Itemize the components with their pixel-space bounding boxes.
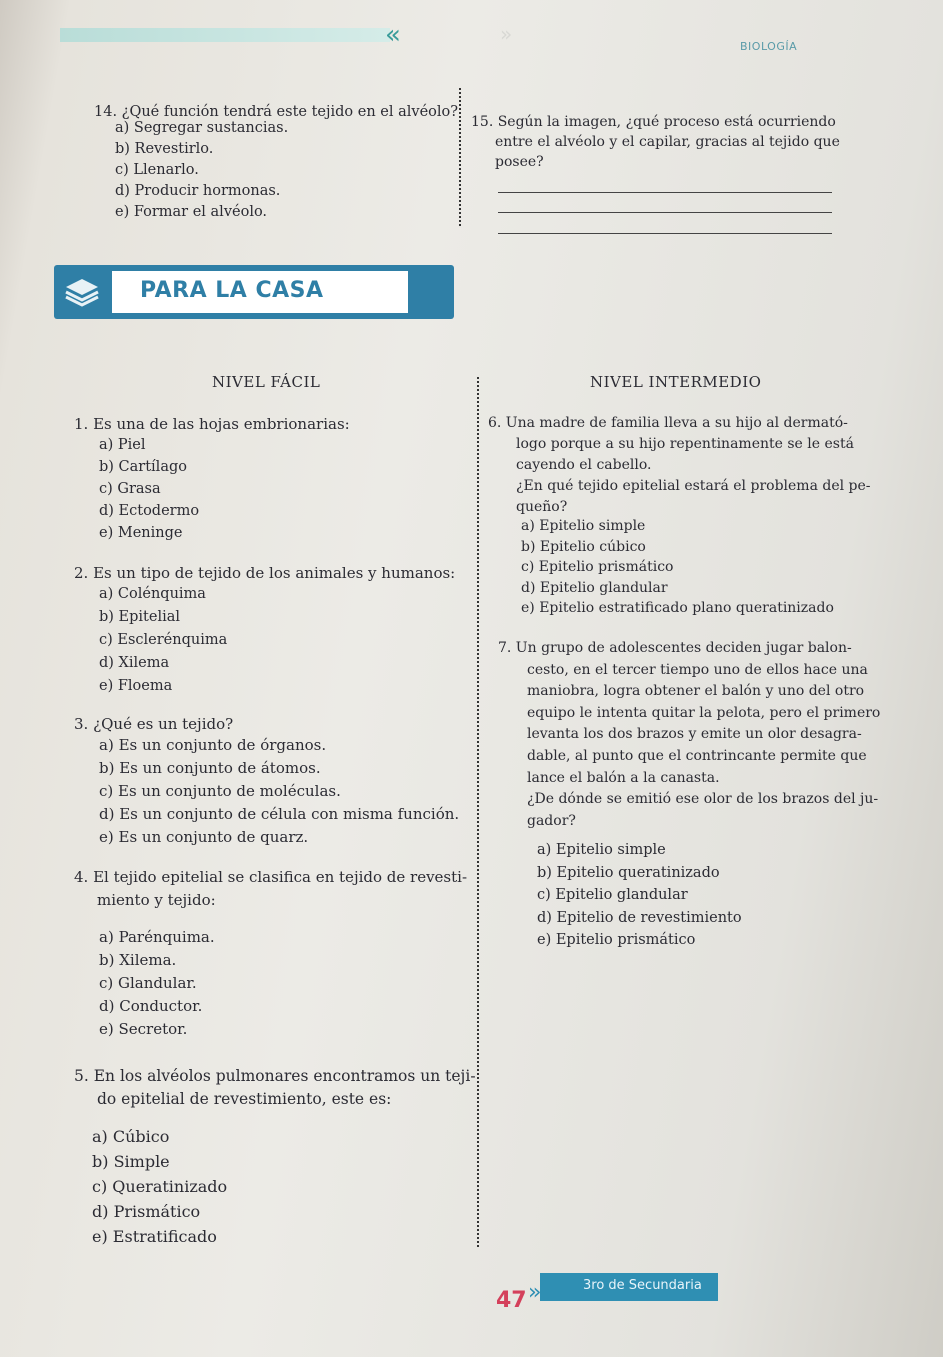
section-title: PARA LA CASA — [140, 278, 324, 303]
option: d) Producir hormonas. — [115, 183, 281, 199]
answer-line[interactable] — [498, 233, 832, 234]
question-6: 6. Una madre de familia lleva a su hijo al dermató- logo porque a su hijo repentinamente se le está cayendo el cabello. ¿En qué tejido epitelial estará el problema del pe- queño? — [488, 415, 871, 515]
option: b) Cartílago — [99, 459, 187, 475]
level-intermediate-heading: NIVEL INTERMEDIO — [590, 373, 762, 391]
header-bar — [60, 28, 390, 42]
option: a) Parénquima. — [99, 928, 215, 946]
question-7: 7. Un grupo de adolescentes deciden jugar balon- cesto, en el tercer tiempo uno de ellos hace una maniobra, logra obtener el balón y uno del otro equipo le intenta quitar la pelota, pero el primero levanta los dos brazos y emite un olor desagra- dable, al punto que el contrincante permite que lance el balón a la canasta. ¿De dónde se emitió ese olor de los brazos del ju- gador? — [498, 640, 881, 829]
option: a) Colénquima — [99, 586, 206, 602]
level-easy-heading: NIVEL FÁCIL — [212, 373, 321, 391]
option: d) Ectodermo — [99, 503, 200, 519]
option: d) Epitelio de revestimiento — [537, 909, 742, 926]
stacked-layers-icon — [64, 277, 100, 307]
option: d) Conductor. — [99, 997, 203, 1015]
subject-label: BIOLOGÍA — [740, 40, 798, 53]
question-7-options — [537, 839, 742, 952]
option: e) Formar el alvéolo. — [115, 204, 268, 220]
question-5-options — [92, 1124, 227, 1249]
option: c) Epitelio prismático — [521, 559, 674, 575]
option: a) Epitelio simple — [537, 842, 666, 858]
option: a) Es un conjunto de órganos. — [99, 736, 327, 754]
option: e) Floema — [99, 678, 173, 694]
header-chevron-icon: « — [385, 20, 401, 50]
option: c) Glandular. — [99, 974, 197, 992]
question-6-options — [521, 516, 834, 619]
column-divider — [477, 377, 479, 1247]
question-5: 5. En los alvéolos pulmonares encontramos un teji- do epitelial de revestimiento, este es: — [74, 1067, 476, 1108]
footer-chevron-icon: » — [528, 1280, 542, 1305]
option: e) Epitelio prismático — [537, 932, 696, 948]
header-faded-chevron-icon: » — [500, 22, 513, 46]
question-15: 15. Según la imagen, ¿qué proceso está ocurriendo entre el alvéolo y el capilar, gracias al tejido que posee? — [471, 114, 840, 170]
option: a) Epitelio simple — [521, 518, 646, 534]
question-1-options — [99, 434, 199, 544]
option: c) Grasa — [99, 481, 161, 497]
column-divider — [459, 88, 461, 226]
option: e) Estratificado — [92, 1227, 217, 1246]
question-3: 3. ¿Qué es un tejido? — [74, 715, 234, 733]
option: c) Esclerénquima — [99, 632, 228, 648]
page-number: 47 — [496, 1288, 527, 1313]
answer-line[interactable] — [498, 212, 832, 213]
option: d) Prismático — [92, 1202, 201, 1221]
option: c) Llenarlo. — [115, 162, 199, 178]
question-2: 2. Es un tipo de tejido de los animales y humanos: — [74, 564, 456, 582]
question-14-options — [115, 118, 288, 223]
question-3-options — [99, 734, 459, 849]
option: e) Es un conjunto de quarz. — [99, 828, 309, 846]
option: b) Epitelio queratinizado — [537, 864, 720, 881]
option: d) Xilema — [99, 655, 170, 671]
option: c) Epitelio glandular — [537, 887, 688, 903]
grade-label: 3ro de Secundaria — [583, 1278, 702, 1293]
answer-line[interactable] — [498, 192, 832, 193]
option: b) Epitelial — [99, 609, 181, 625]
option: b) Epitelio cúbico — [521, 538, 646, 555]
option: c) Es un conjunto de moléculas. — [99, 782, 341, 800]
section-banner — [54, 265, 454, 319]
option: e) Epitelio estratificado plano queratinizado — [521, 600, 834, 616]
question-2-options — [99, 583, 227, 698]
option: e) Secretor. — [99, 1020, 188, 1038]
option: b) Xilema. — [99, 951, 177, 969]
option: a) Segregar sustancias. — [115, 120, 289, 136]
option: a) Piel — [99, 437, 146, 453]
option: e) Meninge — [99, 525, 183, 541]
option: c) Queratinizado — [92, 1177, 228, 1196]
question-4-options — [99, 926, 215, 1041]
option: b) Es un conjunto de átomos. — [99, 759, 321, 777]
option: b) Revestirlo. — [115, 141, 214, 157]
option: b) Simple — [92, 1152, 170, 1171]
grade-badge — [540, 1273, 718, 1301]
option: d) Es un conjunto de célula con misma función. — [99, 805, 460, 823]
option: a) Cúbico — [92, 1127, 170, 1146]
question-14: 14. ¿Qué función tendrá este tejido en el alvéolo? — [94, 104, 459, 120]
question-4: 4. El tejido epitelial se clasifica en tejido de revesti- miento y tejido: — [74, 868, 468, 909]
option: d) Epitelio glandular — [521, 579, 668, 596]
question-1: 1. Es una de las hojas embrionarias: — [74, 415, 350, 433]
